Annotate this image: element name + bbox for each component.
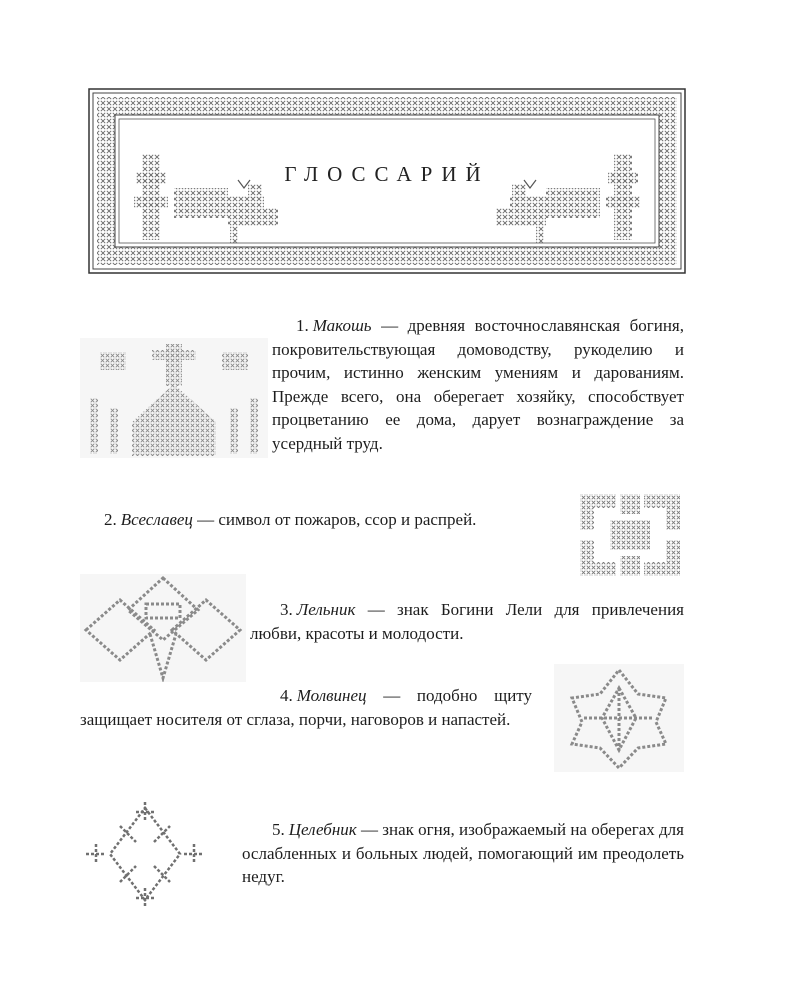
entry-definition: — знак Богини Лели для привлечения любви, красоты и молодости. bbox=[250, 600, 684, 643]
entry-term: Макошь bbox=[312, 316, 372, 335]
entry-number: 4. bbox=[280, 686, 293, 705]
tselebnik-ornament-icon bbox=[80, 800, 210, 910]
entry-term: Целебник bbox=[288, 820, 357, 839]
vseslavets-ornament-icon bbox=[576, 490, 684, 580]
header-frame bbox=[88, 88, 686, 274]
entry-definition: — знак огня, изображаемый на оберегах для ослабленных и больных людей, помогающий им преодолеть недуг. bbox=[242, 820, 684, 886]
makosh-ornament-icon bbox=[80, 338, 268, 458]
entry-definition: — символ от пожаров, ссор и распрей. bbox=[192, 510, 477, 529]
entry-number: 1. bbox=[296, 316, 309, 335]
glossary-entry-4 bbox=[80, 684, 532, 731]
page-title: ГЛОССАРИЙ bbox=[284, 162, 490, 186]
molvinets-ornament-icon bbox=[554, 664, 684, 772]
glossary-entry-5 bbox=[242, 818, 684, 889]
glossary-entry-3 bbox=[250, 598, 684, 645]
entry-term: Всеславец bbox=[120, 510, 193, 529]
entry-term: Молвинец bbox=[296, 686, 367, 705]
entry-term: Лельник bbox=[296, 600, 356, 619]
glossary-entry-2 bbox=[80, 508, 546, 532]
entry-number: 2. bbox=[104, 510, 117, 529]
glossary-entry-1 bbox=[272, 314, 684, 455]
entry-definition: — древняя восточнославянская богиня, покровительствующая домоводству, рукоделию и прочим, истинно женским умениям и дарованиям. Прежде всего, она оберегает хозяйку, способствует процветанию ее дома, дарует вознаграждение за усердный труд. bbox=[272, 316, 684, 453]
lelnik-ornament-icon bbox=[80, 574, 246, 682]
entry-number: 5. bbox=[272, 820, 285, 839]
entry-definition: — подобно щиту защищает носителя от сглаза, порчи, наговоров и напастей. bbox=[80, 686, 532, 729]
entry-number: 3. bbox=[280, 600, 293, 619]
